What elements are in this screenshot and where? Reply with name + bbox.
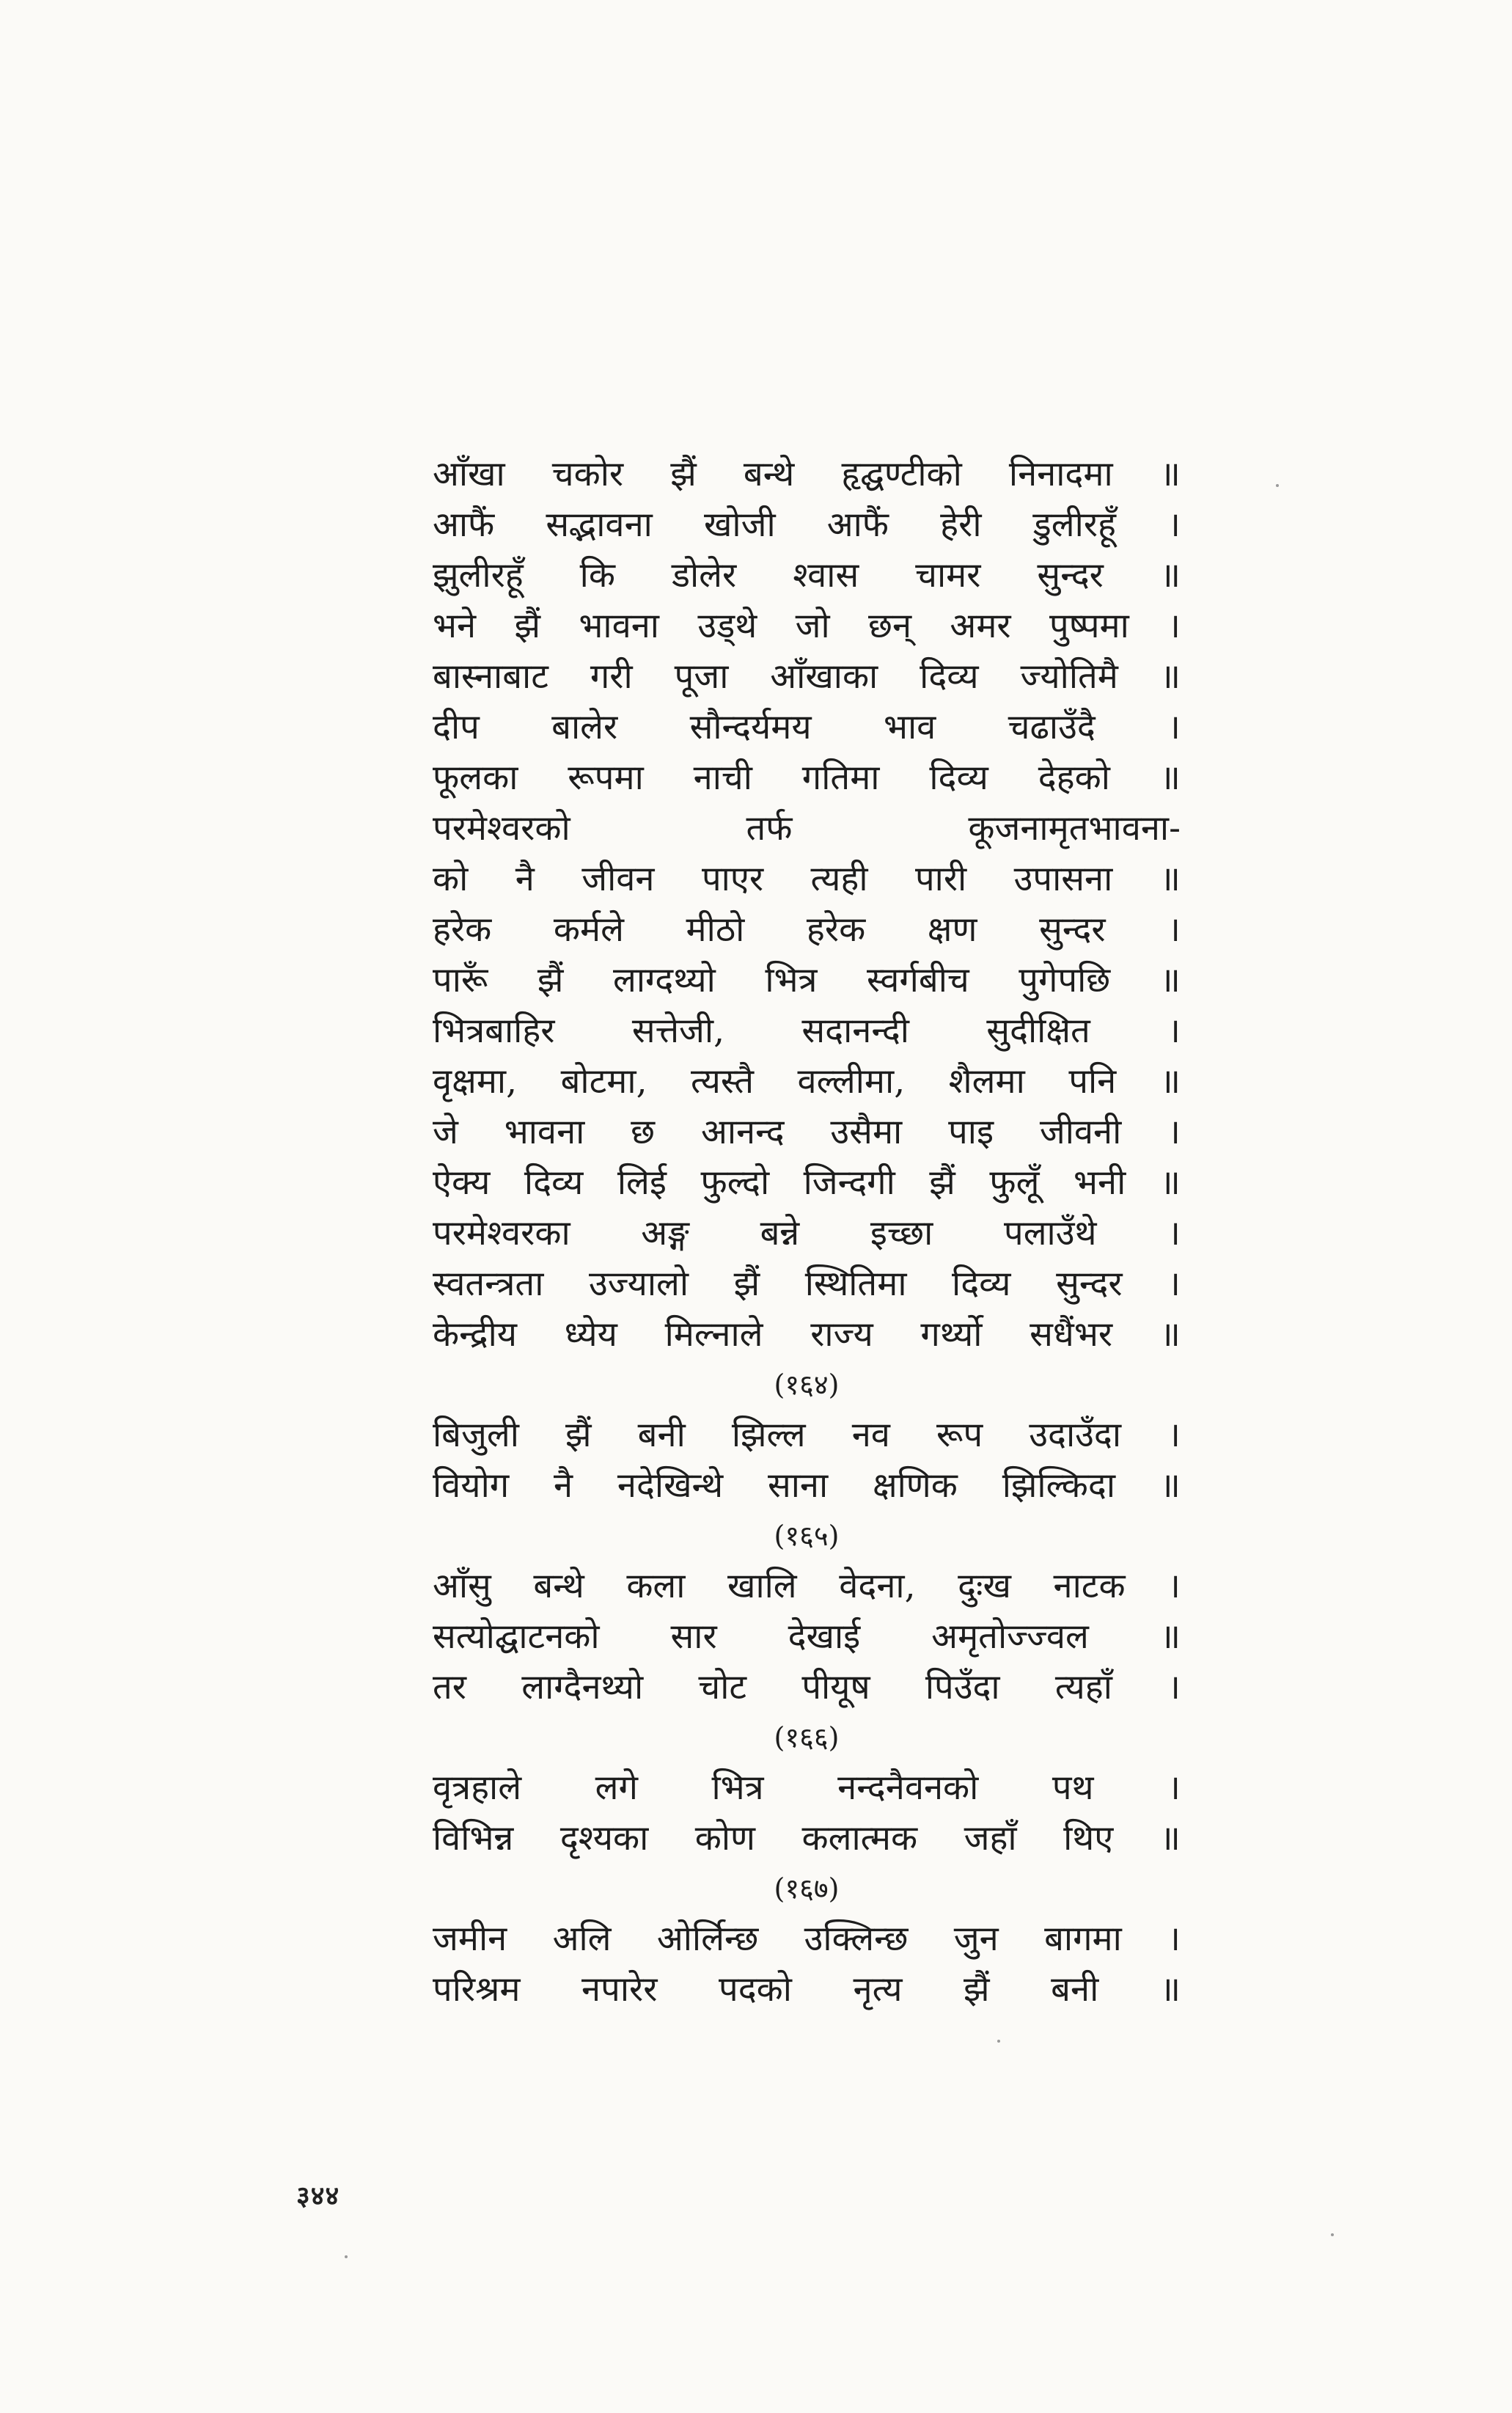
- verse-word: सदानन्दी: [801, 1011, 909, 1051]
- verse-line: [433, 449, 1181, 499]
- verse-line: [433, 1561, 1181, 1611]
- verse-word: उसैमा: [830, 1112, 903, 1152]
- verse-word: शैलमा: [948, 1061, 1025, 1102]
- verse-line: [433, 1157, 1181, 1208]
- verse-word: डुलीरहूँ: [1032, 505, 1117, 545]
- verse-word: भित्र: [765, 960, 818, 1000]
- verse-word: ॥: [1159, 859, 1181, 899]
- verse-word: दिव्य: [929, 758, 988, 798]
- verse-word: जीवन: [581, 859, 655, 899]
- verse-word: त्यस्तै: [691, 1061, 755, 1102]
- verse-word: ।: [1167, 1264, 1181, 1304]
- verse-word: जिन्दगी: [803, 1162, 895, 1203]
- verse-word: झैं: [929, 1162, 955, 1203]
- verse-word: जमीन: [433, 1919, 507, 1959]
- verse-word: गतिमा: [801, 758, 880, 798]
- verse-word: आफैं: [433, 505, 495, 545]
- poem-body: [433, 449, 1181, 2015]
- verse-word: बागमा: [1044, 1919, 1122, 1959]
- verse-line: [433, 550, 1181, 601]
- verse-word: आफैं: [826, 505, 889, 545]
- verse-word: खालि: [727, 1566, 797, 1606]
- verse-word: पीयूष: [801, 1667, 870, 1707]
- verse-word: ॥: [1159, 555, 1181, 596]
- verse-word: रूपमा: [568, 758, 644, 798]
- verse-word: उदाउँदा: [1029, 1415, 1122, 1455]
- verse-word: जुन: [953, 1919, 999, 1959]
- verse-word: ॥: [1159, 1314, 1181, 1355]
- verse-word: सुन्दर: [1056, 1264, 1123, 1304]
- verse-word: क्षण: [927, 909, 977, 950]
- verse-word: क्षणिक: [872, 1465, 958, 1506]
- verse-line: [433, 1056, 1181, 1107]
- verse-word: हरेक: [806, 909, 866, 950]
- verse-word: झैं: [670, 454, 697, 494]
- verse-word: ॥: [1159, 454, 1181, 494]
- verse-word: डोलेर: [671, 555, 737, 596]
- verse-word: ।: [1167, 707, 1181, 747]
- verse-word: हेरी: [940, 505, 982, 545]
- verse-word: दिव्य: [524, 1162, 584, 1203]
- verse-word: श्वास: [793, 555, 859, 596]
- verse-word: जे: [433, 1112, 458, 1152]
- verse-word: भने: [433, 606, 477, 646]
- verse-word: पाएर: [701, 859, 764, 899]
- verse-word: नव: [851, 1415, 890, 1455]
- verse-word: आँखा: [433, 454, 505, 494]
- verse-line: [433, 1410, 1181, 1460]
- verse-word: पथ: [1052, 1768, 1094, 1808]
- verse-line: [433, 1208, 1181, 1259]
- verse-word: नाची: [693, 758, 752, 798]
- verse-word: जो: [795, 606, 830, 646]
- verse-line: [433, 1006, 1181, 1056]
- verse-line: [433, 854, 1181, 904]
- verse-word: वृत्रहाले: [433, 1768, 522, 1808]
- verse-word: परमेश्वरको: [433, 808, 570, 849]
- verse-word: बनी: [1051, 1969, 1099, 2010]
- verse-word: नपारेर: [581, 1969, 658, 2010]
- verse-word: स्वर्गबीच: [867, 960, 969, 1000]
- verse-word: ॥: [1159, 1162, 1181, 1203]
- verse-word: वल्लीमा,: [797, 1061, 906, 1102]
- verse-word: सत्तेजी,: [631, 1011, 725, 1051]
- verse-word: पलाउँथे: [1004, 1213, 1097, 1253]
- verse-word: इच्छा: [870, 1213, 933, 1253]
- verse-word: ॥: [1159, 1969, 1181, 2010]
- verse-word: झुलीरहूँ: [433, 555, 524, 596]
- verse-word: छन्: [868, 606, 912, 646]
- verse-word: ध्येय: [564, 1314, 617, 1355]
- verse-word: ।: [1167, 1011, 1181, 1051]
- verse-number: (१६५): [774, 1520, 840, 1552]
- verse-line: [433, 702, 1181, 753]
- verse-word: पदको: [719, 1969, 792, 2010]
- verse-word: लाग्दथ्यो: [613, 960, 716, 1000]
- verse-word: ॥: [1159, 1061, 1181, 1102]
- verse-word: सौन्दर्यमय: [689, 707, 812, 747]
- verse-word: उपासना: [1013, 859, 1113, 899]
- verse-word: चामर: [915, 555, 981, 596]
- verse-word: पारी: [914, 859, 967, 899]
- verse-word: बालेर: [551, 707, 618, 747]
- verse-word: छ: [631, 1112, 656, 1152]
- verse-word: नाटक: [1053, 1566, 1126, 1606]
- verse-word: उड्थे: [697, 606, 757, 646]
- verse-word: राज्य: [810, 1314, 873, 1355]
- verse-word: हृद्घण्टीको: [841, 454, 962, 494]
- verse-word: चढाउँदै: [1008, 707, 1096, 747]
- verse-line: [433, 1662, 1181, 1713]
- verse-word: बास्नाबाट: [433, 656, 548, 697]
- verse-word: स्थितिमा: [804, 1264, 907, 1304]
- verse-word: अङ्ग: [641, 1213, 689, 1253]
- verse-word: गरी: [590, 656, 633, 697]
- verse-word: ॥: [1159, 1818, 1181, 1859]
- verse-word: भावना: [579, 606, 659, 646]
- verse-line: [433, 955, 1181, 1006]
- verse-word: झैं: [964, 1969, 990, 2010]
- verse-word: ॥: [1159, 1616, 1181, 1657]
- verse-word: ।: [1167, 1768, 1181, 1808]
- verse-word: नृत्य: [853, 1969, 903, 2010]
- verse-word: थिए: [1063, 1818, 1114, 1859]
- verse-word: परिश्रम: [433, 1969, 521, 2010]
- verse-word: बोटमा,: [560, 1061, 647, 1102]
- verse-word: को: [433, 859, 469, 899]
- verse-word: दिव्य: [920, 656, 979, 697]
- verse-word: अमर: [950, 606, 1011, 646]
- verse-word: झैं: [565, 1415, 592, 1455]
- verse-word: ॥: [1159, 656, 1181, 697]
- verse-word: ।: [1167, 1415, 1181, 1455]
- verse-word: सुन्दर: [1037, 555, 1104, 596]
- verse-word: वियोग: [433, 1465, 510, 1506]
- verse-word: लिई: [617, 1162, 667, 1203]
- verse-word: सत्योद्घाटनको: [433, 1616, 600, 1657]
- verse-line: [433, 803, 1181, 854]
- paper-speck: [1276, 484, 1279, 487]
- paper-speck: [1331, 2233, 1334, 2236]
- verse-word: साना: [767, 1465, 829, 1506]
- verse-word: आँखाका: [770, 656, 878, 697]
- verse-word: चोट: [698, 1667, 747, 1707]
- verse-word: आनन्द: [700, 1112, 785, 1152]
- verse-word: अलि: [552, 1919, 612, 1959]
- verse-word: सार: [670, 1616, 717, 1657]
- verse-word: ॥: [1159, 960, 1181, 1000]
- verse-word: तर: [433, 1667, 467, 1707]
- verse-word: ॥: [1159, 758, 1181, 798]
- verse-word: फुल्दो: [700, 1162, 770, 1203]
- verse-word: पुगेपछि: [1019, 960, 1111, 1000]
- verse-line: [433, 753, 1181, 803]
- verse-word: भावना: [504, 1112, 585, 1152]
- verse-word: भित्रबाहिर: [433, 1011, 555, 1051]
- verse-word: झिल्ल: [731, 1415, 806, 1455]
- verse-word: ।: [1167, 1919, 1181, 1959]
- verse-line: [433, 1964, 1181, 2015]
- verse-word: लगे: [595, 1768, 638, 1808]
- verse-word: नै: [554, 1465, 573, 1506]
- verse-word: जहाँ: [964, 1818, 1017, 1859]
- verse-line: [433, 1611, 1181, 1662]
- verse-word: भाव: [883, 707, 936, 747]
- verse-word: वृक्षमा,: [433, 1061, 518, 1102]
- verse-word: रूप: [936, 1415, 983, 1455]
- verse-word: ।: [1167, 1213, 1181, 1253]
- verse-word: वेदना,: [839, 1566, 916, 1606]
- verse-number: (१६७): [774, 1872, 840, 1905]
- verse-word: देहको: [1038, 758, 1110, 798]
- verse-word: कि: [579, 555, 615, 596]
- verse-word: बिजुली: [433, 1415, 519, 1455]
- verse-word: कला: [626, 1566, 686, 1606]
- paper-speck: [345, 2255, 348, 2258]
- verse-word: आँसु: [433, 1566, 491, 1606]
- verse-word: पनि: [1068, 1061, 1117, 1102]
- verse-word: विभिन्न: [433, 1818, 514, 1859]
- verse-word: फुलूँ: [989, 1162, 1040, 1203]
- verse-line: [433, 1762, 1181, 1813]
- verse-word: ।: [1167, 909, 1181, 950]
- verse-word: त्यहाँ: [1054, 1667, 1112, 1707]
- verse-word: कोण: [694, 1818, 756, 1859]
- verse-word: तर्फ: [746, 808, 793, 849]
- verse-word: ।: [1167, 606, 1181, 646]
- verse-line: [433, 1460, 1181, 1511]
- verse-word: कूजनामृतभावना-: [968, 808, 1181, 849]
- verse-word: उक्लिन्छ: [804, 1919, 909, 1959]
- verse-line: [433, 499, 1181, 550]
- verse-line: [433, 1914, 1181, 1964]
- verse-word: झिल्किदा: [1002, 1465, 1115, 1506]
- verse-word: ।: [1167, 505, 1181, 545]
- verse-word: गर्थ्यो: [920, 1314, 983, 1355]
- verse-word: झैं: [514, 606, 541, 646]
- verse-number: (१६४): [774, 1369, 840, 1401]
- verse-word: ।: [1167, 1112, 1181, 1152]
- verse-word: निनादमा: [1008, 454, 1113, 494]
- verse-word: दुःख: [958, 1566, 1011, 1606]
- verse-word: देखाई: [788, 1616, 861, 1657]
- verse-word: पाइ: [948, 1112, 994, 1152]
- verse-word: झैं: [733, 1264, 760, 1304]
- verse-word: नन्दनैवनको: [837, 1768, 979, 1808]
- verse-word: चकोर: [551, 454, 624, 494]
- verse-word: ज्योतिमै: [1020, 656, 1118, 697]
- verse-word: झैं: [537, 960, 564, 1000]
- verse-word: पारूँ: [433, 960, 488, 1000]
- verse-word: अमृतोज्ज्वल: [931, 1616, 1089, 1657]
- verse-word: केन्द्रीय: [433, 1314, 518, 1355]
- verse-word: भित्र: [711, 1768, 764, 1808]
- verse-word: ॥: [1159, 1465, 1181, 1506]
- verse-word: ऐक्य: [433, 1162, 491, 1203]
- verse-word: सद्भावना: [546, 505, 653, 545]
- verse-line: [433, 1813, 1181, 1864]
- verse-line: [433, 651, 1181, 702]
- verse-word: परमेश्वरका: [433, 1213, 570, 1253]
- verse-word: मिल्नाले: [664, 1314, 763, 1355]
- verse-word: हरेक: [433, 909, 492, 950]
- verse-line: [433, 904, 1181, 955]
- verse-word: बन्ने: [760, 1213, 800, 1253]
- verse-line: [433, 1107, 1181, 1157]
- verse-word: ।: [1167, 1667, 1181, 1707]
- verse-word: खोजी: [703, 505, 776, 545]
- verse-line: [433, 1259, 1181, 1309]
- verse-word: सधैंभर: [1030, 1314, 1113, 1355]
- verse-word: सुन्दर: [1039, 909, 1106, 950]
- verse-word: ।: [1167, 1566, 1181, 1606]
- verse-word: उज्यालो: [588, 1264, 689, 1304]
- verse-word: कर्मले: [553, 909, 624, 950]
- verse-word: कलात्मक: [801, 1818, 918, 1859]
- verse-word: फूलका: [433, 758, 518, 798]
- paper-speck: [997, 2040, 1000, 2043]
- verse-word: मीठो: [686, 909, 745, 950]
- verse-word: बन्थे: [533, 1566, 584, 1606]
- verse-word: पिउँदा: [925, 1667, 1000, 1707]
- verse-word: लाग्दैनथ्यो: [521, 1667, 644, 1707]
- verse-word: सुदीक्षित: [986, 1011, 1090, 1051]
- verse-word: नदेखिन्थे: [617, 1465, 724, 1506]
- verse-word: दृश्यका: [559, 1818, 649, 1859]
- verse-word: स्वतन्त्रता: [433, 1264, 544, 1304]
- verse-word: जीवनी: [1039, 1112, 1122, 1152]
- verse-word: बन्थे: [743, 454, 795, 494]
- verse-line: [433, 601, 1181, 651]
- verse-word: बनी: [637, 1415, 686, 1455]
- verse-word: दिव्य: [952, 1264, 1011, 1304]
- verse-word: पूजा: [674, 656, 729, 697]
- verse-word: त्यही: [810, 859, 868, 899]
- verse-word: दीप: [433, 707, 480, 747]
- verse-word: भनी: [1073, 1162, 1126, 1203]
- page-number: ३४४: [296, 2181, 340, 2211]
- verse-number: (१६६): [774, 1721, 840, 1754]
- verse-word: नै: [515, 859, 535, 899]
- verse-word: ओर्लिन्छ: [656, 1919, 759, 1959]
- verse-word: पुष्पमा: [1049, 606, 1129, 646]
- verse-line: [433, 1309, 1181, 1360]
